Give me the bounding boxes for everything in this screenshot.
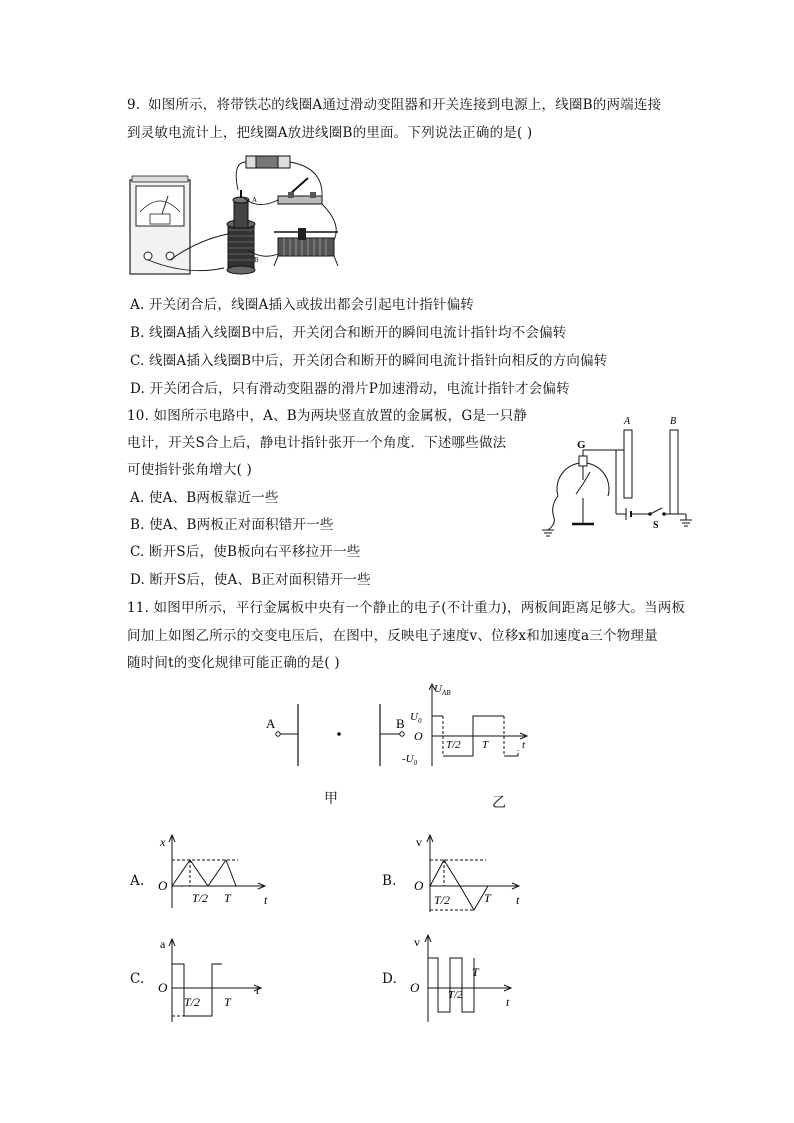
origin-label: O xyxy=(414,729,423,743)
switch-icon xyxy=(278,178,322,204)
half-period-label: T/2 xyxy=(184,995,201,1009)
origin-label: O xyxy=(158,980,168,995)
galvanometer-icon xyxy=(130,176,190,274)
q9-apparatus-figure xyxy=(128,150,358,278)
q11-option-c-label: C. xyxy=(130,971,145,987)
q11-option-b-label: B. xyxy=(382,873,397,889)
half-period-label: T/2 xyxy=(446,739,461,751)
q10-stem-line3: 可使指针张角增大( ) xyxy=(127,462,253,478)
q10-option-d: D. 断开S后，使A、B正对面积错开一些 xyxy=(130,572,371,588)
plate-a-icon xyxy=(624,430,632,498)
q11-figure-jia xyxy=(262,700,422,780)
plate-a-label: A xyxy=(266,716,276,731)
q10-stem-line2: 电计，开关S合上后，静电计指针张开一个角度．下述哪些做法 xyxy=(127,435,507,451)
t-axis-label: t xyxy=(522,739,526,751)
ground-icon xyxy=(680,520,692,526)
y-axis-label: a xyxy=(160,937,166,951)
plate-b-icon xyxy=(670,430,678,514)
q11-option-a-label: A. xyxy=(130,873,145,889)
y-axis-label: v xyxy=(416,835,422,849)
t-axis-label: t xyxy=(264,893,268,907)
period-label: T xyxy=(224,891,231,905)
electrometer-label: G xyxy=(577,439,586,451)
origin-label: O xyxy=(158,878,168,893)
q9-stem-line2: 到灵敏电流计上，把线圈A放进线圈B的里面。下列说法正确的是( ) xyxy=(127,125,533,141)
q10-circuit-figure xyxy=(538,410,698,540)
electrometer-icon xyxy=(548,450,609,530)
t-axis-label: t xyxy=(516,893,520,907)
q9-option-b: B. 线圈A插入线圈B中后，开关闭合和断开的瞬间电流计指针均不会偏转 xyxy=(130,325,567,341)
q10-stem-line1: 10. 如图所示电路中，A、B为两块竖直放置的金属板，G是一只静 xyxy=(127,408,528,424)
q9-option-c: C. 线圈A插入线圈B中后，开关闭合和断开的瞬间电流计指针向相反的方向偏转 xyxy=(130,353,608,369)
coil-b-label: B xyxy=(254,256,259,264)
switch-contact xyxy=(648,512,652,516)
period-label: T xyxy=(472,965,479,979)
y-axis-label: $U_{AB}$ xyxy=(434,683,451,697)
y-axis-label: x xyxy=(160,835,166,849)
half-period-label: T/2 xyxy=(448,989,463,1001)
q11-caption-yi: 乙 xyxy=(492,795,507,811)
q11-figure-yi xyxy=(400,680,540,770)
origin-label: O xyxy=(414,878,424,893)
q11-option-c-graph xyxy=(152,934,282,1024)
rheostat-icon xyxy=(274,228,338,266)
battery-icon xyxy=(246,156,290,168)
q10-option-a: A. 使A、B两板靠近一些 xyxy=(130,490,279,506)
coil-a-icon xyxy=(233,190,249,228)
coil-a-label: A xyxy=(252,196,258,204)
half-period-label: T/2 xyxy=(192,891,209,905)
q9-option-d: D. 开关闭合后，只有滑动变阻器的滑片P加速滑动，电流计指针才会偏转 xyxy=(130,381,570,397)
period-label: T xyxy=(484,891,491,905)
q9-option-a: A. 开关闭合后，线圈A插入或拔出都会引起电计指针偏转 xyxy=(130,297,474,313)
plate-b-label: B xyxy=(396,716,405,731)
q9-stem-line1: 如图所示，将带铁芯的线圈A通过滑动变阻器和开关连接到电源上，线圈B的两端连接 xyxy=(148,97,662,113)
q11-stem-line3: 随时间t的变化规律可能正确的是( ) xyxy=(127,655,340,671)
q11-stem-line1: 11. 如图甲所示，平行金属板中央有一个静止的电子(不计重力)，两板间距离足够大。当两板 xyxy=(127,600,686,616)
q11-stem-line2: 间加上如图乙所示的交变电压后，在图中，反映电子速度v、位移x和加速度a三个物理量 xyxy=(127,628,658,644)
q9-number: 9. xyxy=(127,97,141,113)
q11-option-a-graph xyxy=(152,830,282,910)
curve xyxy=(428,958,474,1012)
switch-label: S xyxy=(653,520,659,531)
ground-icon xyxy=(542,530,554,536)
half-period-label: T/2 xyxy=(434,893,451,907)
y-axis-label: v xyxy=(414,935,420,949)
q10-option-c: C. 断开S后，使B板向右平移拉开一些 xyxy=(130,544,361,560)
q11-caption-jia: 甲 xyxy=(324,791,339,807)
period-label: T xyxy=(224,995,231,1009)
curve xyxy=(172,860,236,886)
t-axis-label: t xyxy=(506,995,510,1009)
plate-b-label: B xyxy=(670,416,677,427)
switch-contact xyxy=(662,512,666,516)
plate-a-label: A xyxy=(624,416,631,427)
period-label: T xyxy=(482,739,489,751)
q10-option-b: B. 使A、B两板正对面积错开一些 xyxy=(130,517,334,533)
u0-label: $U_0$ xyxy=(410,711,422,725)
electron-dot xyxy=(337,732,341,736)
q11-option-d-label: D. xyxy=(382,971,398,987)
neg-u0-label: $-U_0$ xyxy=(402,753,418,767)
q11-option-b-graph xyxy=(400,830,530,914)
origin-label: O xyxy=(410,980,420,995)
q11-option-d-graph xyxy=(400,930,530,1024)
t-axis-label: t xyxy=(256,983,260,997)
